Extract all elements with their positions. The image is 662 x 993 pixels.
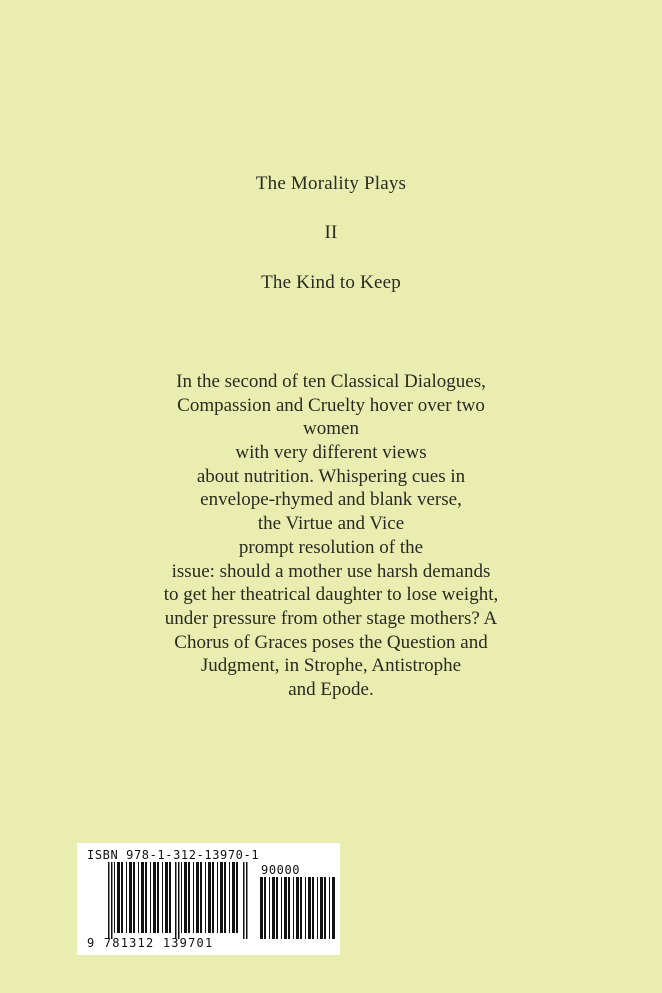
blurb-line: Compassion and Cruelty hover over two <box>177 394 485 416</box>
blurb-line: to get her theatrical daughter to lose weight, <box>163 584 499 606</box>
blurb-line: under pressure from other stage mothers? A <box>164 607 498 629</box>
isbn-barcode <box>77 843 340 955</box>
blurb-line: envelope-rhymed and blank verse, <box>200 489 462 511</box>
series-title: The Morality Plays <box>255 173 407 194</box>
price-code: 90000 <box>261 863 301 877</box>
blurb-line: prompt resolution of the <box>238 536 424 558</box>
blurb-line: issue: should a mother use harsh demands <box>171 560 491 582</box>
blurb-line: In the second of ten Classical Dialogues, <box>176 371 486 392</box>
blurb-line: women <box>303 418 359 440</box>
isbn-label: ISBN 978-1-312-13970-1 <box>87 848 260 862</box>
blurb <box>0 370 662 702</box>
ean-digits: 9 781312 139701 <box>87 936 214 950</box>
blurb-line: Chorus of Graces poses the Question and <box>174 631 488 653</box>
blurb-line: about nutrition. Whispering cues in <box>196 465 466 487</box>
play-title: The Kind to Keep <box>261 272 401 293</box>
blurb-line: the Virtue and Vice <box>257 513 405 535</box>
blurb-line: and Epode. <box>288 678 374 700</box>
volume-number: II <box>324 222 338 243</box>
blurb-line: with very different views <box>235 442 427 464</box>
blurb-line: Judgment, in Strophe, Antistrophe <box>200 655 462 677</box>
